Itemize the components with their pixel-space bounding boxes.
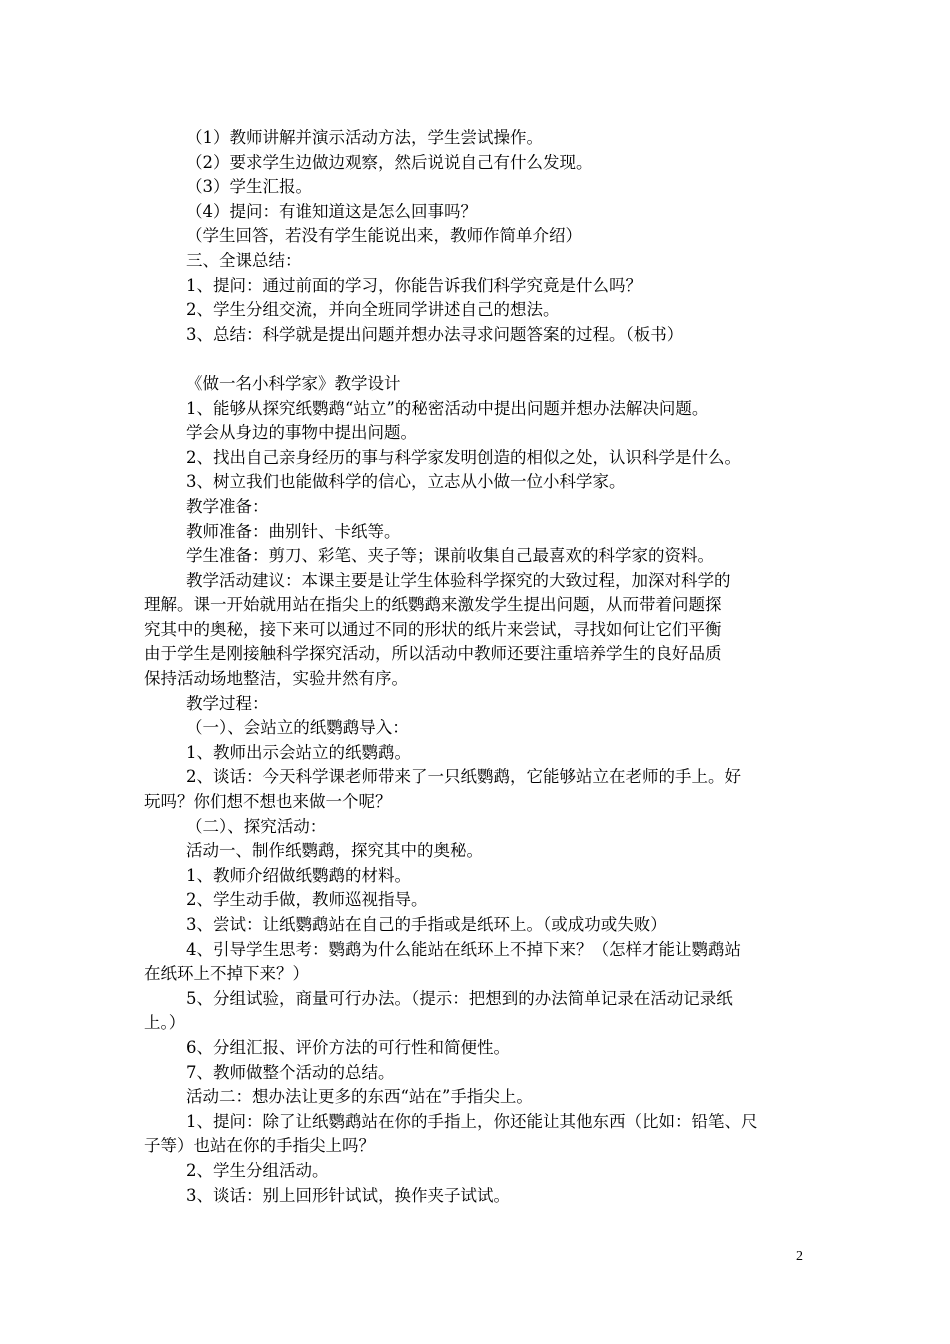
- text-line: （1）教师讲解并演示活动方法，学生尝试操作。: [186, 128, 543, 147]
- text-line: 1、提问：除了让纸鹦鹉站在你的手指上，你还能让其他东西（比如：铅笔、尺: [186, 1111, 758, 1131]
- text-line: （学生回答，若没有学生能说出来，教师作简单介绍）: [186, 226, 582, 246]
- section-heading: （二）、探究活动：: [186, 816, 327, 836]
- text-line: 4、引导学生思考：鹦鹉为什么能站在纸环上不掉下来？（怎样才能让鹦鹉站: [186, 939, 741, 959]
- section-heading: （一）、会站立的纸鹦鹉导入：: [186, 718, 409, 738]
- text-line: 在纸环上不掉下来？）: [144, 964, 309, 984]
- text-line: 6、分组汇报、评价方法的可行性和简便性。: [186, 1037, 510, 1057]
- text-line: 学生准备：剪刀、彩笔、夹子等；课前收集自己最喜欢的科学家的资料。: [186, 546, 714, 566]
- text-line: 保持活动场地整洁，实验井然有序。: [144, 669, 408, 689]
- text-line: 2、谈话：今天科学课老师带来了一只纸鹦鹉，它能够站立在老师的手上。好: [186, 767, 741, 787]
- document-title: 《做一名小科学家》教学设计: [186, 373, 401, 393]
- text-line: 7、教师做整个活动的总结。: [186, 1062, 395, 1082]
- text-line: 由于学生是刚接触科学探究活动，所以活动中教师还要注重培养学生的良好品质: [144, 644, 722, 664]
- text-line: 教学活动建议：本课主要是让学生体验科学探究的大致过程，加深对科学的: [186, 570, 731, 590]
- text-line: 2、学生分组交流，并向全班同学讲述自己的想法。: [186, 300, 560, 320]
- text-line: 教学准备：: [186, 496, 269, 516]
- text-line: 理解。课一开始就用站在指尖上的纸鹦鹉来激发学生提出问题，从而带着问题探: [144, 595, 722, 615]
- text-line: （4）提问：有谁知道这是怎么回事吗？: [186, 201, 477, 221]
- text-line: （3）学生汇报。: [186, 177, 312, 197]
- text-line: 3、树立我们也能做科学的信心，立志从小做一位小科学家。: [186, 472, 626, 492]
- text-line: 学会从身边的事物中提出问题。: [186, 423, 417, 443]
- text-line: 玩吗？你们想不想也来做一个呢？: [144, 792, 392, 812]
- text-line: 活动一、制作纸鹦鹉，探究其中的奥秘。: [186, 841, 483, 861]
- blank-line: [144, 347, 808, 372]
- text-line: 2、学生动手做，教师巡视指导。: [186, 890, 428, 910]
- text-line: 1、教师介绍做纸鹦鹉的材料。: [186, 865, 411, 885]
- text-line: 上。）: [144, 1013, 186, 1033]
- text-line: 2、找出自己亲身经历的事与科学家发明创造的相似之处，认识科学是什么。: [186, 447, 741, 467]
- document-body: [144, 126, 808, 1208]
- text-line: 教师准备：曲别针、卡纸等。: [186, 521, 401, 541]
- text-line: 3、尝试：让纸鹦鹉站在自己的手指或是纸环上。（或成功或失败）: [186, 915, 667, 934]
- text-line: 2、学生分组活动。: [186, 1160, 329, 1180]
- text-line: 究其中的奥秘，接下来可以通过不同的形状的纸片来尝试，寻找如何让它们平衡: [144, 619, 722, 639]
- section-heading: 三、全课总结：: [186, 250, 302, 270]
- text-line: 子等）也站在你的手指尖上吗？: [144, 1136, 375, 1156]
- text-line: 3、总结：科学就是提出问题并想办法寻求问题答案的过程。（板书）: [186, 324, 684, 344]
- text-line: 5、分组试验，商量可行办法。（提示：把想到的办法简单记录在活动记录纸: [186, 988, 733, 1008]
- text-line: 1、教师出示会站立的纸鹦鹉。: [186, 742, 411, 762]
- text-line: 1、能够从探究纸鹦鹉“站立”的秘密活动中提出问题并想办法解决问题。: [186, 398, 709, 418]
- text-line: 3、谈话：别上回形针试试，换作夹子试试。: [186, 1185, 510, 1205]
- text-line: 1、提问：通过前面的学习，你能告诉我们科学究竟是什么吗？: [186, 275, 642, 295]
- page-number: 2: [796, 1249, 803, 1264]
- text-line: 教学过程：: [186, 693, 269, 713]
- text-line: 活动二：想办法让更多的东西“站在”手指尖上。: [186, 1087, 533, 1107]
- text-line: （2）要求学生边做边观察，然后说说自己有什么发现。: [186, 152, 593, 172]
